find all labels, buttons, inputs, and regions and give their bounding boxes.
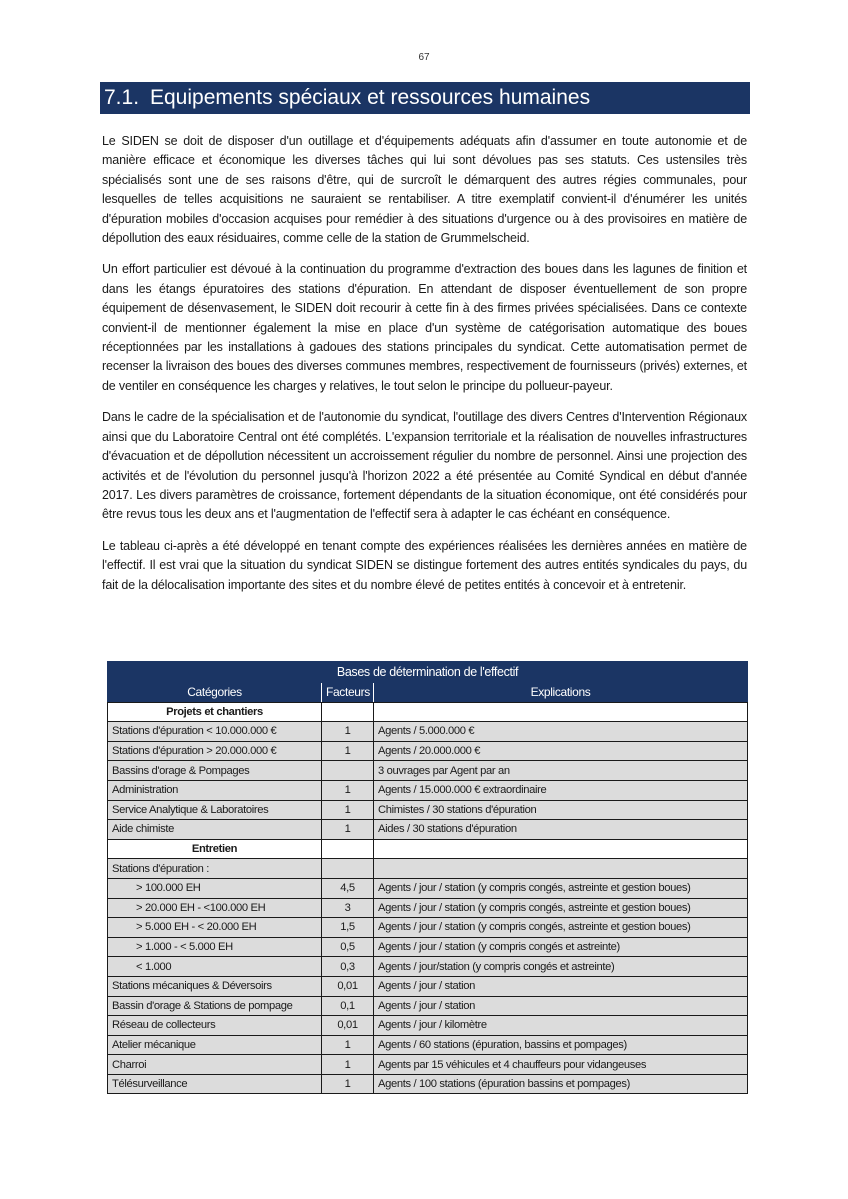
explanation-cell: Agents / jour / station (y compris congés, astreinte et gestion boues) bbox=[374, 918, 748, 938]
factor-cell: 4,5 bbox=[322, 878, 374, 898]
factor-cell bbox=[322, 839, 374, 859]
category-cell: Stations d'épuration > 20.000.000 € bbox=[108, 741, 322, 761]
explanation-cell: Agents / jour/station (y compris congés et astreinte) bbox=[374, 957, 748, 977]
category-cell: Aide chimiste bbox=[108, 820, 322, 840]
explanation-cell: Aides / 30 stations d'épuration bbox=[374, 820, 748, 840]
paragraph: Le tableau ci-après a été développé en tenant compte des expériences réalisées les dernières années en matière de l'effectif. Il est vrai que la situation du syndicat SIDEN se distingue fortement des autres entités syndicales du pays, du fait de la délocalisation importante des sites et du nombre élevé de petites entités à concevoir et à entretenir. bbox=[102, 538, 747, 592]
category-cell: Télésurveillance bbox=[108, 1074, 322, 1094]
section-title: Equipements spéciaux et ressources humaines bbox=[150, 86, 591, 109]
explanation-cell: Agents / jour / station (y compris congés, astreinte et gestion boues) bbox=[374, 878, 748, 898]
category-cell: > 20.000 EH - <100.000 EH bbox=[108, 898, 322, 918]
table-row bbox=[108, 957, 748, 977]
factor-cell: 0,01 bbox=[322, 976, 374, 996]
page-number: 67 bbox=[418, 52, 430, 63]
paragraph: Un effort particulier est dévoué à la continuation du programme d'extraction des boues dans les lagunes de finition et dans les étangs épuratoires des stations d'épuration. En attendant de disposer éventuellement de son propre équipement de désenvasement, le SIDEN doit recourir à cette fin à des firmes privées spécialisées. Dans ce contexte convient-il de mentionner également la mise en place d'un système de catégorisation automatique des boues réceptionnées par les installations à gadoues des stations principales du syndicat. Cette automatisation permet de recenser la livraison des boues des diverses communes membres, respectivement de fournisseurs (privés) externes, et de ventiler en conséquence les charges y relatives, le tout selon le principe du pollueur-payeur. bbox=[102, 262, 747, 393]
category-cell: > 1.000 - < 5.000 EH bbox=[108, 937, 322, 957]
category-cell: Réseau de collecteurs bbox=[108, 1016, 322, 1036]
staffing-table-container bbox=[107, 661, 747, 1094]
table-subheader-row bbox=[108, 702, 748, 722]
table-row bbox=[108, 918, 748, 938]
column-header-explanations: Explications bbox=[374, 683, 748, 703]
table-row bbox=[108, 820, 748, 840]
category-cell: Stations d'épuration < 10.000.000 € bbox=[108, 722, 322, 742]
staffing-table bbox=[107, 661, 748, 1094]
category-cell: Entretien bbox=[108, 839, 322, 859]
factor-cell: 1 bbox=[322, 1055, 374, 1075]
table-row bbox=[108, 996, 748, 1016]
category-cell: Projets et chantiers bbox=[108, 702, 322, 722]
table-row bbox=[108, 976, 748, 996]
explanation-cell bbox=[374, 839, 748, 859]
explanation-cell: Agents / jour / station (y compris congés et astreinte) bbox=[374, 937, 748, 957]
table-row bbox=[108, 780, 748, 800]
category-cell: Atelier mécanique bbox=[108, 1035, 322, 1055]
explanation-cell bbox=[374, 859, 748, 879]
table-subheader-row bbox=[108, 839, 748, 859]
table-row bbox=[108, 1074, 748, 1094]
category-cell: Stations d'épuration : bbox=[108, 859, 322, 879]
factor-cell: 0,3 bbox=[322, 957, 374, 977]
table-row bbox=[108, 1016, 748, 1036]
factor-cell: 1 bbox=[322, 780, 374, 800]
section-number: 7.1. bbox=[104, 86, 140, 109]
factor-cell bbox=[322, 761, 374, 781]
factor-cell: 1 bbox=[322, 722, 374, 742]
explanation-cell: Agents par 15 véhicules et 4 chauffeurs pour vidangeuses bbox=[374, 1055, 748, 1075]
category-cell: > 5.000 EH - < 20.000 EH bbox=[108, 918, 322, 938]
explanation-cell: Chimistes / 30 stations d'épuration bbox=[374, 800, 748, 820]
table-row bbox=[108, 741, 748, 761]
table-row bbox=[108, 937, 748, 957]
paragraph: Le SIDEN se doit de disposer d'un outillage et d'équipements adéquats afin d'assumer en toute autonomie et de manière efficace et économique les diverses tâches qui lui sont dévolues pas ses statuts. Ces ustensiles très spécialisés sont une de ses raisons d'être, qui de surcroît le démarquent des autres régies communales, pour lesquelles de telles acquisitions ne sauraient se rentabiliser. A titre exemplatif convient-il d'énumérer les unités d'épuration mobiles d'occasion acquises pour remédier à des situations d'urgence ou à des provisoires en matière de dépollution des eaux résiduaires, comme celle de la station de Grummelscheid. bbox=[102, 134, 747, 246]
explanation-cell: Agents / 5.000.000 € bbox=[374, 722, 748, 742]
explanation-cell: Agents / jour / station bbox=[374, 996, 748, 1016]
table-title: Bases de détermination de l'effectif bbox=[108, 662, 748, 683]
category-cell: Bassin d'orage & Stations de pompage bbox=[108, 996, 322, 1016]
factor-cell: 1 bbox=[322, 820, 374, 840]
explanation-cell: Agents / 60 stations (épuration, bassins et pompages) bbox=[374, 1035, 748, 1055]
table-row bbox=[108, 1035, 748, 1055]
table-body bbox=[108, 702, 748, 1094]
category-cell: Charroi bbox=[108, 1055, 322, 1075]
factor-cell: 1 bbox=[322, 1035, 374, 1055]
factor-cell: 1,5 bbox=[322, 918, 374, 938]
factor-cell: 0,01 bbox=[322, 1016, 374, 1036]
explanation-cell: Agents / jour / kilomètre bbox=[374, 1016, 748, 1036]
table-row bbox=[108, 800, 748, 820]
column-header-categories: Catégories bbox=[108, 683, 322, 703]
factor-cell: 1 bbox=[322, 800, 374, 820]
category-cell: Stations mécaniques & Déversoirs bbox=[108, 976, 322, 996]
table-row bbox=[108, 722, 748, 742]
explanation-cell: Agents / 20.000.000 € bbox=[374, 741, 748, 761]
table-header-row bbox=[108, 683, 748, 703]
table-title-row bbox=[108, 662, 748, 683]
explanation-cell: Agents / jour / station bbox=[374, 976, 748, 996]
factor-cell: 1 bbox=[322, 741, 374, 761]
factor-cell bbox=[322, 859, 374, 879]
paragraph: Dans le cadre de la spécialisation et de l'autonomie du syndicat, l'outillage des divers Centres d'Intervention Régionaux ainsi que du Laboratoire Central ont été complétés. L'expansion territoriale et la réalisation de nouvelles infrastructures d'évacuation et de dépollution nécessitent un accroissement régulier du nombre de personnel. Ainsi une projection des activités et de l'évolution du personnel jusqu'à l'horizon 2022 a été présentée au Comité Syndical en début d'année 2017. Les divers paramètres de croissance, fortement dépendants de la situation économique, ont été considérés pour être revus tous les deux ans et l'augmentation de l'effectif sera à adapter le cas échéant en conséquence. bbox=[102, 410, 747, 522]
explanation-cell: Agents / 15.000.000 € extraordinaire bbox=[374, 780, 748, 800]
category-cell: > 100.000 EH bbox=[108, 878, 322, 898]
factor-cell: 3 bbox=[322, 898, 374, 918]
explanation-cell: Agents / 100 stations (épuration bassins et pompages) bbox=[374, 1074, 748, 1094]
explanation-cell bbox=[374, 702, 748, 722]
category-cell: Service Analytique & Laboratoires bbox=[108, 800, 322, 820]
factor-cell: 1 bbox=[322, 1074, 374, 1094]
explanation-cell: 3 ouvrages par Agent par an bbox=[374, 761, 748, 781]
table-row bbox=[108, 878, 748, 898]
table-row bbox=[108, 761, 748, 781]
table-row bbox=[108, 1055, 748, 1075]
category-cell: Bassins d'orage & Pompages bbox=[108, 761, 322, 781]
category-cell: < 1.000 bbox=[108, 957, 322, 977]
table-row bbox=[108, 859, 748, 879]
factor-cell: 0,1 bbox=[322, 996, 374, 1016]
category-cell: Administration bbox=[108, 780, 322, 800]
table-row bbox=[108, 898, 748, 918]
explanation-cell: Agents / jour / station (y compris congés, astreinte et gestion boues) bbox=[374, 898, 748, 918]
factor-cell: 0,5 bbox=[322, 937, 374, 957]
column-header-factors: Facteurs bbox=[322, 683, 374, 703]
factor-cell bbox=[322, 702, 374, 722]
body-text bbox=[102, 132, 747, 607]
section-header bbox=[100, 82, 750, 114]
